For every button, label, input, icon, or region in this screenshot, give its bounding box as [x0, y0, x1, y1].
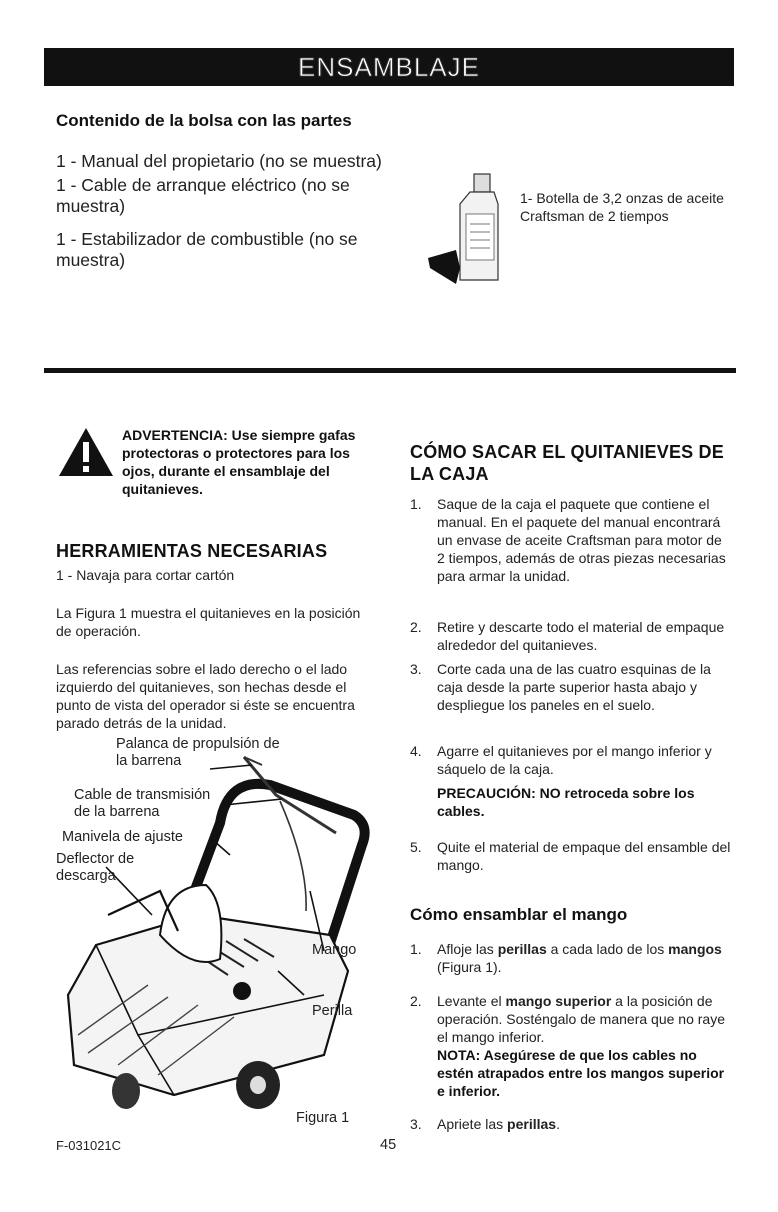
note-text: NOTA: Asegúrese de que los cables no estén atrapados entre los mangos superior e inferior. [437, 1047, 725, 1099]
warning-text: ADVERTENCIA: Use siempre gafas protectoras o protectores para los ojos, durante el ensamblaje del quitanieves. [122, 427, 356, 497]
parts-item-cable: 1 - Cable de arranque eléctrico (no se muestra) [56, 175, 350, 216]
label-mango: Mango [312, 942, 357, 958]
assemble-step-2: 2. Levante el mango superior a la posición de operación. Sosténgalo de manera que no raye el mango inferior. [410, 993, 725, 1045]
header-bar [44, 48, 734, 86]
bottle-caption: 1- Botella de 3,2 onzas de aceite Craftsman de 2 tiempos [520, 190, 724, 224]
label-perilla: Perilla [312, 1003, 353, 1019]
remove-title: CÓMO SACAR EL QUITANIEVES DE LA CAJA [410, 442, 724, 484]
assemble-step-3: 3. Apriete las perillas. [410, 1116, 560, 1132]
figure-caption: Figura 1 [296, 1110, 350, 1126]
label-palanca: Palanca de propulsión de la barrena [116, 736, 280, 769]
page-number: 45 [380, 1137, 397, 1153]
page-title: ENSAMBLAJE [298, 51, 480, 82]
oil-bottle-illustration [426, 172, 512, 286]
label-cable: Cable de transmisión de la barrena [74, 787, 211, 820]
remove-step-4: 4. Agarre el quitanieves por el mango inferior y sáquelo de la caja. [410, 743, 712, 777]
label-deflector: Deflector de descarga [56, 851, 135, 884]
parts-title: Contenido de la bolsa con las partes [56, 111, 352, 130]
parts-item-manual: 1 - Manual del propietario (no se muestra) [56, 151, 382, 171]
caution-text: PRECAUCIÓN: NO retroceda sobre los cables. [437, 785, 695, 819]
remove-step-1: 1. Saque de la caja el paquete que contiene el manual. En el paquete del manual encontrará un envase de aceite Craftsman para motor de 2 tiempos, además de otras piezas necesarias para armar la unidad. [410, 496, 726, 584]
tools-para-2: Las referencias sobre el lado derecho o el lado izquierdo del quitanieves, son hechas desde el punto de vista del operador si éste se encuentra parado detrás de la unidad. [56, 661, 355, 731]
section-divider [44, 368, 736, 373]
remove-step-5: 5. Quite el material de empaque del ensamble del mango. [410, 839, 731, 873]
tools-item: 1 - Navaja para cortar cartón [56, 567, 235, 583]
remove-step-2: 2. Retire y descarte todo el material de empaque alrededor del quitanieves. [410, 619, 725, 653]
tools-title: HERRAMIENTAS NECESARIAS [56, 541, 328, 561]
remove-step-3: 3. Corte cada una de las cuatro esquinas de la caja desde la parte superior hasta abajo y despliegue los paneles en el suelo. [410, 661, 711, 713]
label-manivela: Manivela de ajuste [62, 829, 183, 845]
parts-item-stabilizer: 1 - Estabilizador de combustible (no se muestra) [56, 229, 358, 270]
figure-code: F-031021C [56, 1138, 122, 1153]
tools-para-1: La Figura 1 muestra el quitanieves en la posición de operación. [56, 605, 361, 639]
assemble-title: Cómo ensamblar el mango [410, 905, 628, 924]
assemble-step-1: 1. Afloje las perillas a cada lado de los mangos (Figura 1). [410, 941, 722, 975]
